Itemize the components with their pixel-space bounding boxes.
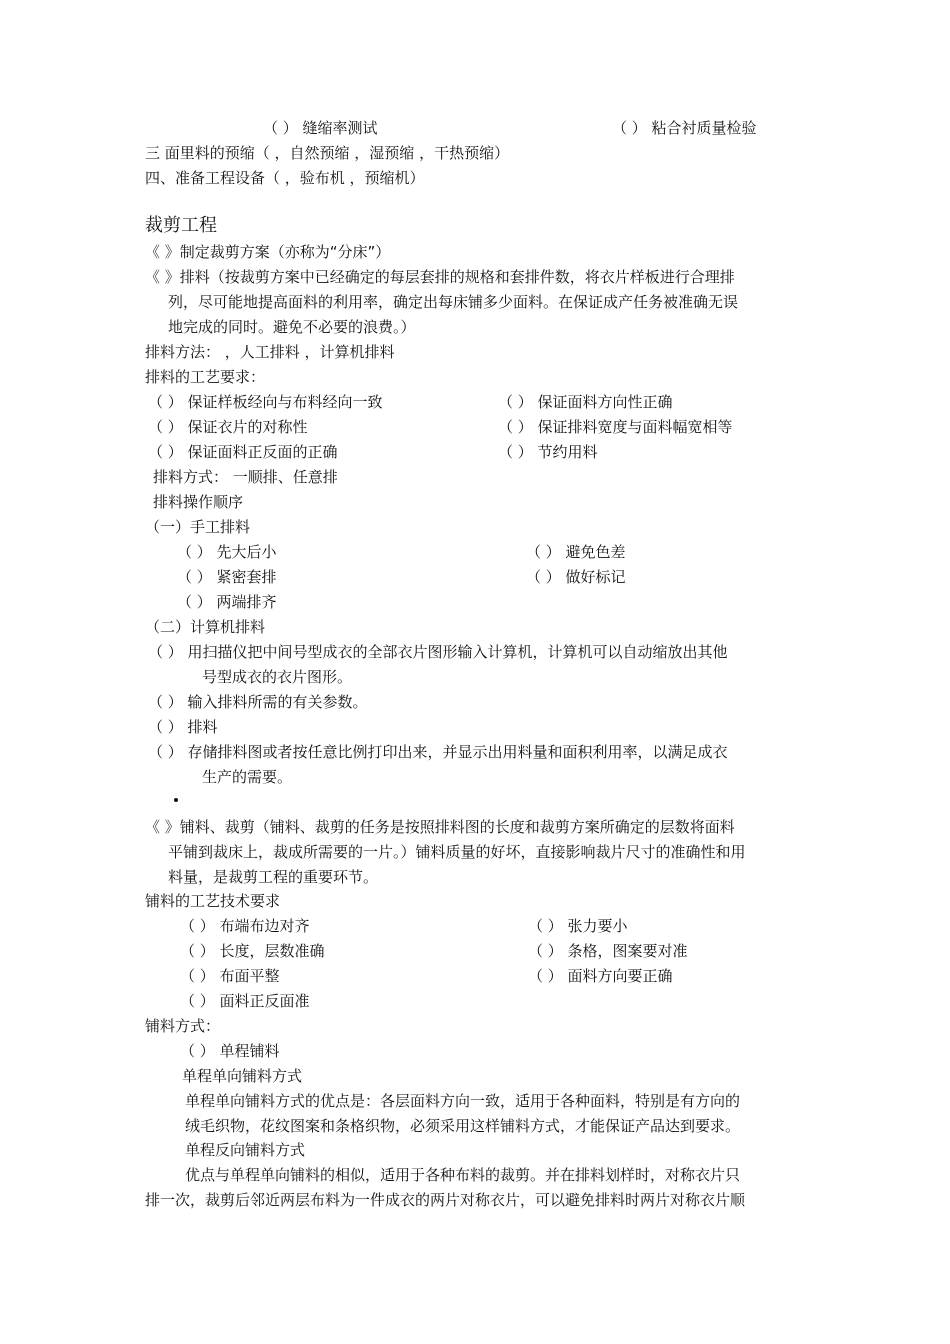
requirement-item: （ ） 节约用料: [498, 443, 598, 461]
manual-step: （ ） 紧密套排: [177, 568, 277, 586]
requirement-item: （ ） 保证排料宽度与面料幅宽相等: [498, 418, 733, 436]
manual-step: （ ） 先大后小: [177, 543, 277, 561]
reverse-title: 单程反向铺料方式: [185, 1141, 306, 1159]
reverse-paragraph-line-1: 优点与单程单向铺料的相似，适用于各种布料的裁剪。并在排料划样时，对称衣片只: [185, 1166, 741, 1184]
spreading-requirements-title: 铺料的工艺技术要求: [145, 892, 281, 910]
spreading-requirement: （ ） 长度，层数准确: [180, 942, 325, 960]
spreading-requirement: （ ） 布面平整: [180, 967, 280, 985]
spreading-paragraph-line-2: 平铺到裁床上，裁成所需要的一片。）铺料质量的好坏，直接影响裁片尺寸的准确性和用: [168, 843, 746, 861]
spreading-requirement: （ ） 张力要小: [528, 917, 628, 935]
manual-step: （ ） 两端排齐: [177, 593, 277, 611]
marker-paragraph-line-2: 列，尽可能地提高面料的利用率，确定出每床铺多少面料。在保证成产任务被准确无误: [168, 293, 739, 311]
spreading-paragraph-line-1: 《 》铺料、裁剪（铺料、裁剪的任务是按照排料图的长度和裁剪方案所确定的层数将面料: [145, 818, 735, 836]
computer-marker-title: （二）计算机排料: [145, 618, 266, 636]
bullet-dot: [174, 798, 178, 802]
spreading-requirement: （ ） 布端布边对齐: [180, 917, 310, 935]
manual-step: （ ） 避免色差: [526, 543, 626, 561]
test-item-shrinkage: （ ） 缝缩率测试: [263, 119, 378, 137]
marker-paragraph-line-3: 地完成的同时。避免不必要的浪费。）: [168, 318, 416, 336]
cutting-plan: 《 》制定裁剪方案（亦称为“分床”）: [145, 243, 391, 261]
reverse-paragraph-line-2: 排一次，裁剪后邻近两层布料为一件成衣的两片对称衣片，可以避免排料时两片对称衣片顺: [145, 1191, 746, 1209]
manual-step: （ ） 做好标记: [526, 568, 626, 586]
spreading-requirement: （ ） 面料方向要正确: [528, 967, 673, 985]
preshrink-line: 三 面里料的预缩（ ，自然预缩 ，湿预缩 ，干热预缩）: [145, 144, 510, 162]
equipment-line: 四、准备工程设备（ ，验布机 ，预缩机）: [145, 169, 425, 187]
spreading-requirement: （ ） 条格，图案要对准: [528, 942, 688, 960]
marker-paragraph-line-1: 《 》排料（按裁剪方案中已经确定的每层套排的规格和套排件数，将衣片样板进行合理排: [145, 268, 735, 286]
marker-method: 排料方法： ，人工排料 ，计算机排料: [145, 343, 395, 361]
requirement-item: （ ） 保证面料方向性正确: [498, 393, 673, 411]
computer-step-continued: 号型成衣的衣片图形。: [202, 668, 353, 686]
computer-step: （ ） 用扫描仪把中间号型成衣的全部衣片图形输入计算机，计算机可以自动缩放出其他: [148, 643, 728, 661]
one-way-paragraph-line-1: 单程单向铺料方式的优点是：各层面料方向一致，适用于各种面料，特别是有方向的: [185, 1092, 741, 1110]
spreading-paragraph-line-3: 料量，是裁剪工程的重要环节。: [168, 868, 379, 886]
section-title: 裁剪工程: [145, 215, 217, 236]
manual-marker-title: （一）手工排料: [145, 518, 251, 536]
computer-step: （ ） 存储排料图或者按任意比例打印出来，并显示出用料量和面积利用率，以满足成衣: [148, 743, 728, 761]
computer-step: （ ） 排料: [148, 718, 218, 736]
marker-order-title: 排料操作顺序: [153, 493, 244, 511]
computer-step: （ ） 输入排料所需的有关参数。: [148, 693, 368, 711]
computer-step-continued: 生产的需要。: [202, 768, 293, 786]
requirement-item: （ ） 保证衣片的对称性: [148, 418, 308, 436]
spreading-requirement: （ ） 面料正反面准: [180, 992, 310, 1010]
marker-requirements-title: 排料的工艺要求：: [145, 368, 266, 386]
requirement-item: （ ） 保证样板经向与布料经向一致: [148, 393, 383, 411]
one-way-paragraph-line-2: 绒毛织物，花纹图案和条格织物，必须采用这样铺料方式，才能保证产品达到要求。: [185, 1117, 741, 1135]
requirement-item: （ ） 保证面料正反面的正确: [148, 443, 338, 461]
spreading-mode-title: 铺料方式：: [145, 1017, 221, 1035]
single-spreading: （ ） 单程铺料: [180, 1042, 280, 1060]
test-item-fusible: （ ） 粘合衬质量检验: [612, 119, 757, 137]
one-way-title: 单程单向铺料方式: [182, 1067, 303, 1085]
marker-mode: 排料方式： 一顺排、任意排: [153, 468, 338, 486]
